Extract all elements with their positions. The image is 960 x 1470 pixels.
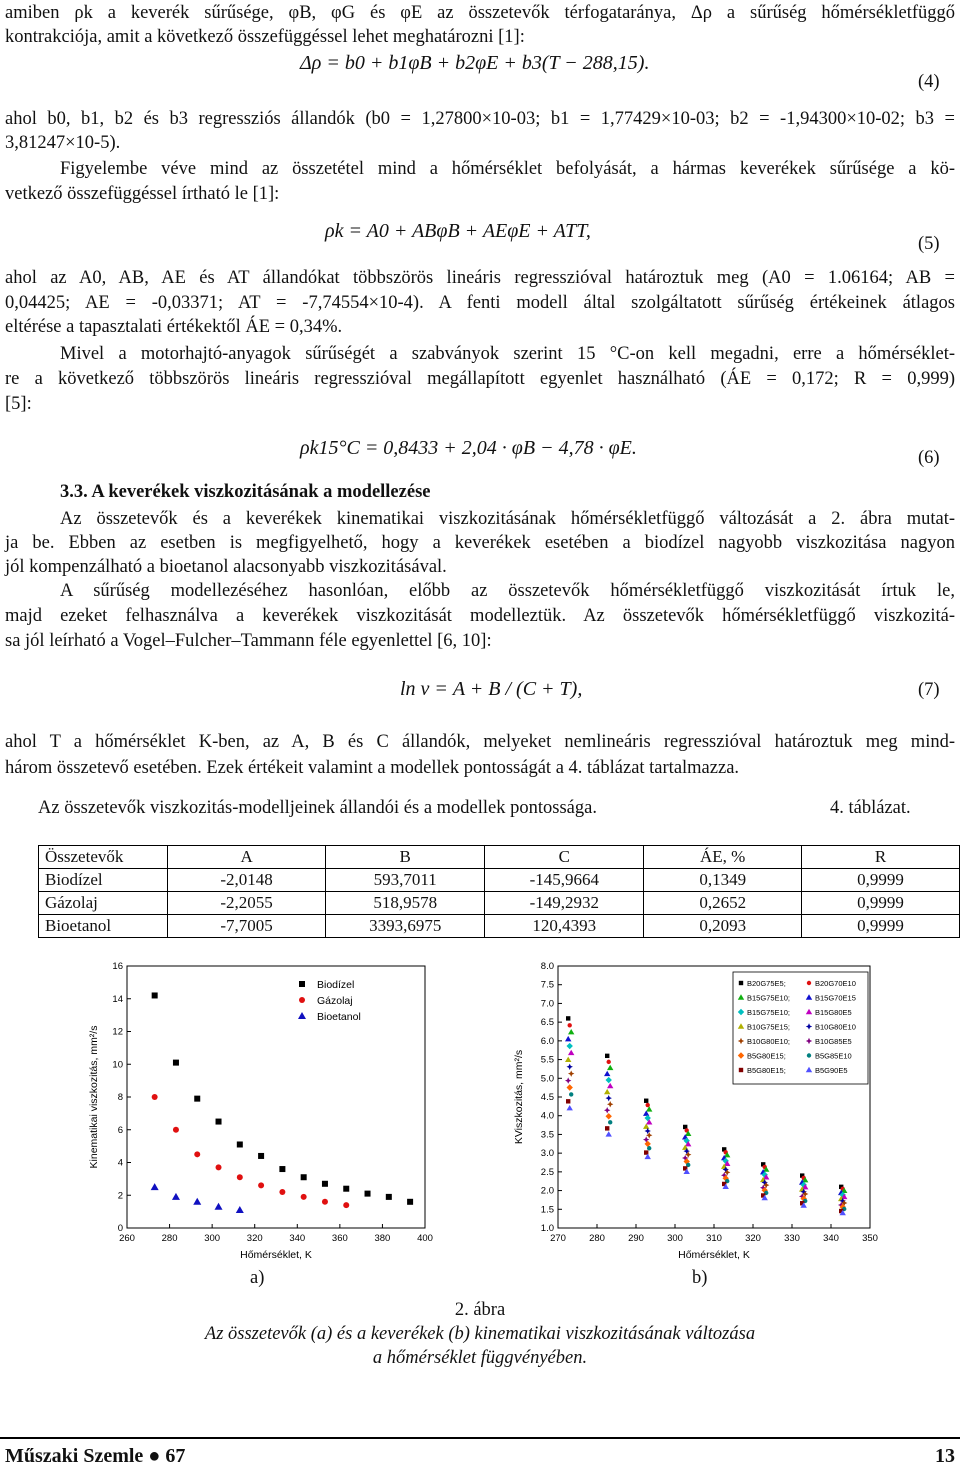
data-point [606, 1113, 612, 1119]
plot-frame [127, 966, 425, 1228]
data-point [567, 1105, 573, 1110]
data-point [299, 981, 305, 987]
data-point [343, 1186, 349, 1192]
legend-entry: B15G70E15 [815, 993, 856, 1003]
table-caption: Az összetevők viszkozitás-modelljeinek állandói és a modellek pontossága. [38, 798, 597, 818]
chart-a [85, 958, 435, 1275]
table-cell: 3393,6975 [326, 915, 485, 938]
para-line: 0,04425; AE = -0,03371; AT = -7,74554×10-4). A fenti modell által szolgáltatott sűrűség értékeinek átlagos [5, 293, 955, 313]
table-cell: 593,7011 [326, 869, 485, 892]
data-point [739, 1068, 743, 1072]
para-line: ja be. Ebben az esetben is megfigyelhető, hogy a keverékek esetében a biodízel nagyobb viszkozitása nagyon [5, 533, 955, 553]
section-heading: 3.3. A keverékek viszkozitásának a modellezése [60, 482, 431, 502]
figure-caption: a hőmérséklet függvényében. [372, 1348, 588, 1368]
page-footer [5, 1445, 955, 1468]
data-point [807, 981, 811, 985]
footer-rule [0, 1437, 960, 1439]
legend-entry: Gázolaj [317, 995, 353, 1007]
para-line: ahol az A0, AB, AE és AT állandókat többszörös lineáris regresszióval határoztuk meg (A0 = 1.06164; AB = [5, 268, 955, 288]
legend-entry: B5G80E15; [747, 1051, 786, 1061]
data-point [604, 1089, 610, 1094]
data-point [151, 1183, 159, 1190]
data-point [567, 1064, 573, 1070]
chart-a-svg [85, 958, 435, 1270]
data-point [365, 1191, 371, 1197]
legend-entry: B10G75E15; [747, 1022, 790, 1032]
para-line: eltérése a tapasztalati értékektől ÁE = 0,34%. [5, 317, 343, 337]
table-row [39, 869, 960, 892]
x-tick-label: 290 [628, 1233, 644, 1244]
data-point [194, 1151, 200, 1157]
legend-entry: B15G80E5 [815, 1008, 852, 1017]
data-point [152, 992, 158, 998]
data-point [607, 1065, 613, 1070]
table-header-row [39, 846, 960, 869]
x-tick-label: 310 [706, 1233, 722, 1244]
data-point [566, 1016, 570, 1020]
data-point [606, 1095, 612, 1101]
x-tick-label: 280 [161, 1233, 178, 1244]
data-point [237, 1141, 243, 1147]
table-cell: 120,4393 [485, 915, 644, 938]
legend-entry: B10G85E5 [815, 1037, 852, 1046]
x-tick-label: 330 [784, 1233, 800, 1244]
table-header: B [326, 846, 485, 869]
y-tick-label: 8 [117, 1092, 123, 1103]
data-point [173, 1127, 179, 1133]
x-tick-label: 320 [745, 1233, 761, 1244]
table-cell: Biodízel [39, 869, 168, 892]
chart-b [510, 958, 880, 1275]
data-point [569, 1092, 573, 1096]
legend-entry: B20G75E5; [747, 979, 786, 988]
subfigure-label-a: a) [250, 1268, 265, 1288]
para-line: ahol b0, b1, b2 és b3 regressziós állandók (b0 = 1,27800×10-03; b1 = 1,77429×10-03; b2 = -1,94300×10-02; b3 = [5, 109, 955, 129]
data-point [606, 1131, 612, 1136]
para-line: három összetevő esetében. Ezek értékeit valamint a modellek pontosságát a 4. táblázat tartalmazza. [5, 758, 740, 778]
para-line: majd ezeket felhasználva a keverékek viszkozitását modelleztük. Az összetevők hőmérsékletfüggő viszkozitá- [5, 606, 955, 626]
legend-entry: B5G90E5 [815, 1066, 848, 1075]
para-line: Mivel a motorhajtó-anyagok sűrűségét a szabványok szerint 15 °C-on kell megadni, erre a hőmérséklet- [60, 344, 955, 364]
data-point [565, 1036, 571, 1041]
table-cell: 0,1349 [644, 869, 802, 892]
data-point [301, 1174, 307, 1180]
y-tick-label: 5.0 [540, 1073, 554, 1085]
data-point [193, 1198, 201, 1205]
data-point [607, 1083, 613, 1088]
x-tick-label: 270 [550, 1233, 566, 1244]
table-cell: -7,7005 [168, 915, 326, 938]
data-point [386, 1194, 392, 1200]
data-point [298, 1012, 306, 1019]
y-tick-label: 2.0 [540, 1185, 554, 1197]
legend-entry: B15G75E10; [747, 993, 790, 1003]
data-point [647, 1146, 651, 1150]
table-cell: 0,2093 [644, 915, 802, 938]
y-axis-label: KViszkozitás, mm²/s [513, 1049, 525, 1145]
x-tick-label: 260 [119, 1233, 135, 1244]
y-tick-label: 3.0 [540, 1148, 554, 1160]
y-tick-label: 4.0 [540, 1110, 554, 1122]
legend-entry: B10G80E10; [747, 1037, 790, 1046]
para-line: Az összetevők és a keverékek kinematikai viszkozitásának hőmérsékletfüggő változását a 2. ábra mutat- [60, 509, 955, 529]
para-line: vetkező összefüggéssel írtható le [1]: [5, 184, 280, 204]
data-point [172, 1193, 180, 1200]
data-point [567, 1084, 573, 1090]
x-tick-label: 380 [374, 1233, 391, 1244]
table-cell: -2,0148 [168, 869, 326, 892]
page-number: 13 [935, 1445, 955, 1467]
y-tick-label: 3.5 [540, 1129, 554, 1141]
legend-entry: Bioetanol [317, 1011, 361, 1023]
data-point [565, 1077, 571, 1083]
y-tick-label: 4.5 [540, 1092, 554, 1103]
equation-number: (6) [918, 448, 940, 468]
data-point [407, 1199, 413, 1205]
y-tick-label: 14 [112, 993, 123, 1005]
data-point [301, 1194, 307, 1200]
y-tick-label: 10 [112, 1059, 123, 1071]
data-point [607, 1060, 611, 1064]
table-header: Összetevők [39, 846, 168, 869]
x-tick-label: 350 [862, 1233, 878, 1244]
table-cell: -149,2932 [485, 892, 644, 915]
data-point [646, 1132, 652, 1138]
y-tick-label: 2.5 [540, 1166, 554, 1178]
data-point [604, 1071, 610, 1076]
data-point [258, 1153, 264, 1159]
data-point [606, 1077, 612, 1083]
y-tick-label: 6.0 [540, 1035, 554, 1047]
data-point [215, 1203, 223, 1210]
legend-entry: B15G75E10; [747, 1008, 790, 1017]
x-tick-label: 280 [589, 1233, 605, 1244]
data-point [343, 1202, 349, 1208]
table-cell: -2,2055 [168, 892, 326, 915]
para-line: 3,81247×10-5). [5, 133, 121, 153]
data-point [237, 1174, 243, 1180]
equation-4: Δρ = b0 + b1φB + b2φE + b3(T − 288,15). [300, 52, 650, 74]
data-point [605, 1126, 609, 1130]
table-cell: 0,2652 [644, 892, 802, 915]
legend-entry: B20G70E10 [815, 979, 856, 988]
table-header: A [168, 846, 326, 869]
data-point [568, 1050, 574, 1055]
equation-number: (5) [918, 234, 940, 254]
table-cell: Gázolaj [39, 892, 168, 915]
table-cell: Bioetanol [39, 915, 168, 938]
para-line: A sűrűség modellezéséhez hasonlóan, előbb az összetevők hőmérsékletfüggő viszkozitását írtuk le, [60, 581, 955, 601]
data-point [216, 1164, 222, 1170]
journal-name: Műszaki Szemle ● 67 [5, 1445, 186, 1467]
legend-entry: B5G80E15; [747, 1066, 786, 1075]
equation-7: ln ν = A + B / (C + T), [400, 678, 583, 700]
data-point [807, 1053, 811, 1057]
x-tick-label: 360 [331, 1233, 348, 1244]
data-point [608, 1120, 612, 1124]
x-axis-label: Hőmérséklet, K [240, 1249, 312, 1261]
data-point [568, 1070, 574, 1076]
x-tick-label: 400 [417, 1233, 433, 1244]
table-cell: 518,9578 [326, 892, 485, 915]
data-point [605, 1054, 609, 1058]
equation-number: (4) [918, 72, 940, 92]
y-tick-label: 16 [112, 961, 123, 972]
x-axis-label: Hőmérséklet, K [678, 1249, 750, 1261]
figure-number: 2. ábra [454, 1300, 506, 1320]
equation-5: ρk = A0 + ABφB + AEφE + ATT, [325, 220, 591, 242]
x-tick-label: 340 [823, 1233, 839, 1244]
data-point [299, 997, 305, 1003]
data-point [279, 1166, 285, 1172]
y-tick-label: 0 [117, 1223, 123, 1234]
y-tick-label: 5.5 [540, 1054, 554, 1066]
data-point [236, 1206, 244, 1213]
y-tick-label: 12 [112, 1026, 123, 1038]
y-tick-label: 2 [117, 1190, 123, 1202]
para-line: ahol T a hőmérséklet K-ben, az A, B és C állandók, melyeket nemlineáris regresszióval határoztuk meg mind- [5, 732, 955, 752]
data-point [607, 1101, 613, 1107]
y-tick-label: 8.0 [540, 961, 554, 972]
table-number: 4. táblázat. [830, 798, 911, 818]
para-line: [5]: [5, 394, 32, 414]
table-header: R [802, 846, 960, 869]
para-line: amiben ρk a keverék sűrűsége, φB, φG és φE az összetevők térfogataránya, Δρ a sűrűség hőmérsékletfüggő [5, 3, 955, 23]
legend-entry: B10G80E10 [815, 1022, 856, 1032]
data-point [644, 1099, 648, 1103]
table-row [39, 915, 960, 938]
equation-number: (7) [918, 680, 940, 700]
data-point [566, 1099, 570, 1103]
y-tick-label: 7.5 [540, 979, 554, 991]
data-point [258, 1182, 264, 1188]
para-line: jól kompenzálható a bioetanol alacsonyabb viszkozitásával. [5, 557, 447, 577]
data-point [279, 1189, 285, 1195]
x-tick-label: 300 [204, 1233, 221, 1244]
data-point [173, 1060, 179, 1066]
para-line: sa jól leírható a Vogel–Fulcher–Tammann féle egyenlettel [6, 10]: [5, 631, 492, 651]
data-point [194, 1096, 200, 1102]
data-point [567, 1043, 573, 1049]
y-tick-label: 7.0 [540, 998, 554, 1010]
x-tick-label: 300 [667, 1233, 683, 1244]
constants-table [38, 845, 960, 938]
data-point [322, 1199, 328, 1205]
x-tick-label: 340 [289, 1233, 306, 1244]
data-point [322, 1181, 328, 1187]
y-tick-label: 1.0 [540, 1223, 554, 1234]
data-point [604, 1107, 610, 1113]
data-point [152, 1094, 158, 1100]
data-point [568, 1029, 574, 1034]
equation-6: ρk15°C = 0,8433 + 2,04 · φB − 4,78 · φE. [300, 437, 637, 459]
y-tick-label: 6 [117, 1124, 123, 1136]
y-axis-label: Kinematikai viszkozitás, mm²/s [88, 1025, 100, 1169]
y-tick-label: 1.5 [540, 1204, 554, 1216]
subfigure-label-b: b) [692, 1268, 708, 1288]
figure-caption: Az összetevők (a) és a keverékek (b) kinematikai viszkozitásának változása [204, 1324, 756, 1344]
para-line: kontrakciója, amit a következő összefüggéssel lehet meghatározni [1]: [5, 27, 525, 47]
y-tick-label: 4 [117, 1157, 123, 1169]
table-cell: 0,9999 [802, 915, 960, 938]
data-point [739, 981, 743, 985]
legend-entry: B5G85E10 [815, 1051, 852, 1061]
table-cell: -145,9664 [485, 869, 644, 892]
chart-b-svg [510, 958, 880, 1270]
table-cell: 0,9999 [802, 892, 960, 915]
data-point [568, 1023, 572, 1027]
para-line: re a következő többszörös lineáris regresszióval megállapított egyenlet használható (ÁE = 0,172; R = 0,999) [5, 369, 955, 389]
data-point [645, 1141, 651, 1147]
table-cell: 0,9999 [802, 869, 960, 892]
x-tick-label: 320 [246, 1233, 263, 1244]
y-tick-label: 6.5 [540, 1017, 554, 1029]
data-point [216, 1119, 222, 1125]
data-point [565, 1057, 571, 1062]
table-header: C [485, 846, 644, 869]
para-line: Figyelembe véve mind az összetétel mind a hőmérséklet befolyását, a hármas keverékek sűrűsége a kö- [60, 159, 955, 179]
table-row [39, 892, 960, 915]
table-header: ÁE, % [644, 846, 802, 869]
legend-entry: Biodízel [317, 979, 355, 991]
